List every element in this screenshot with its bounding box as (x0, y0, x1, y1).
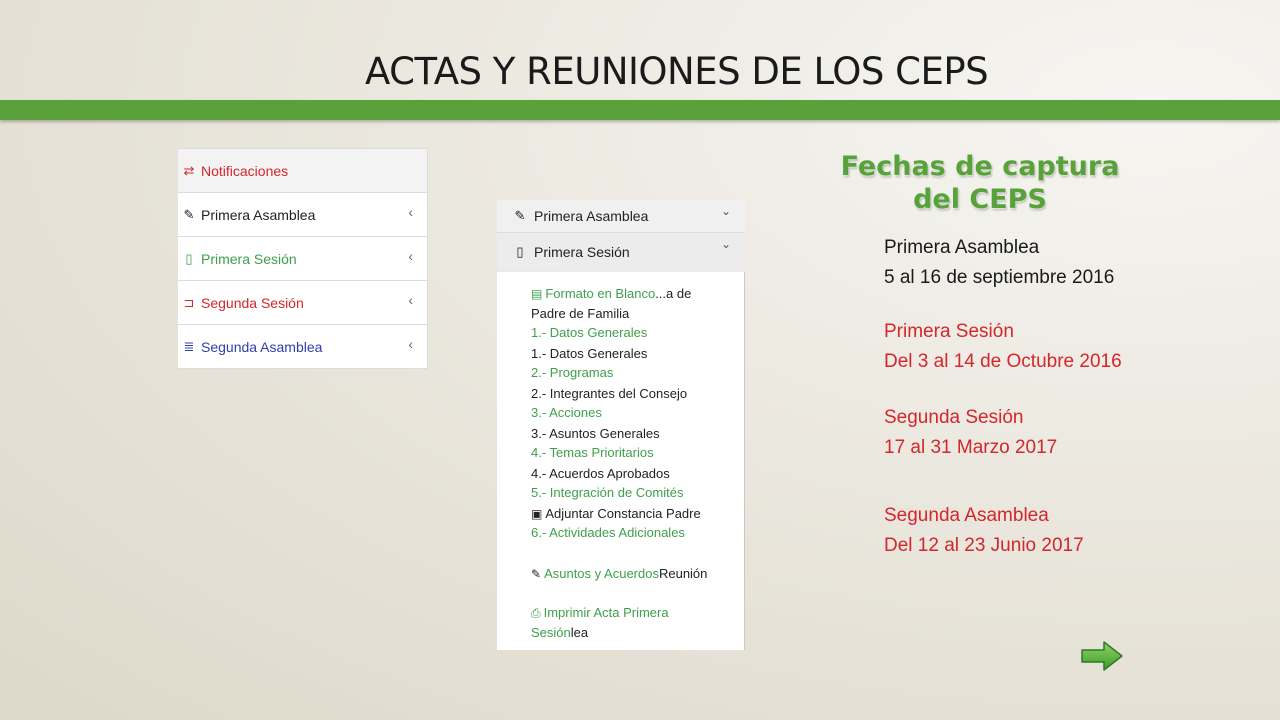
date-block-range: Del 12 al 23 Junio 2017 (884, 535, 1084, 556)
exchange-arrows-icon: ⇄ (183, 162, 195, 178)
submenu-item[interactable]: 1.- Datos Generales (531, 346, 648, 361)
folder-open-icon: ⊐ (183, 294, 195, 310)
chevron-down-icon: ⌄ (720, 204, 731, 218)
menu-item-label: Notificaciones (201, 162, 289, 179)
edit-icon: ✎ (183, 206, 195, 222)
menu-item-segunda-sesion[interactable] (178, 281, 428, 325)
date-block-range: 17 al 31 Marzo 2017 (884, 437, 1058, 458)
pencil-square-icon: ✎ (531, 567, 542, 581)
sidebar-menu (178, 148, 428, 369)
submenu-item[interactable]: 6.- Actividades Adicionales (531, 525, 685, 540)
edit-icon: ✎ (514, 208, 526, 223)
date-block-primera-sesion (884, 317, 1122, 377)
date-block-primera-asamblea (884, 233, 1114, 293)
submenu-item[interactable]: 1.- Datos Generales (531, 325, 648, 340)
submenu-item[interactable]: 4.- Acuerdos Aprobados (531, 466, 670, 481)
date-block-segunda-sesion (884, 403, 1057, 463)
submenu-item-adjuntar[interactable]: ▣ Adjuntar Constancia Padre (531, 506, 701, 521)
menu-item-label: Primera Sesión (201, 250, 297, 267)
document-icon: ▯ (516, 244, 524, 259)
chevron-left-icon: ‹ (408, 248, 413, 264)
pdf-icon: ▤ (531, 287, 543, 301)
submenu-item[interactable]: 3.- Acciones (531, 405, 602, 420)
submenu-item[interactable]: 2.- Programas (531, 365, 614, 380)
fechas-heading-line1: Fechas de captura (840, 151, 1120, 182)
date-block-name: Primera Sesión (884, 321, 1014, 342)
menu-item-notificaciones[interactable] (178, 148, 428, 193)
submenu-item[interactable]: 5.- Integración de Comités (531, 485, 684, 500)
date-block-name: Segunda Asamblea (884, 505, 1049, 526)
menu-item-label: Segunda Asamblea (201, 338, 323, 355)
submenu-item-imprimir[interactable]: ⎙ Imprimir Acta Primera (531, 605, 669, 620)
print-icon: ⎙ (531, 606, 541, 620)
title-divider-bar (0, 100, 1280, 120)
menu-item-segunda-asamblea[interactable] (178, 325, 428, 369)
menu-item-primera-sesion[interactable] (178, 237, 428, 281)
fechas-heading-line2: del CEPS (913, 184, 1047, 215)
menu-item-label: Primera Asamblea (201, 206, 316, 223)
menu-item-primera-asamblea[interactable] (497, 200, 745, 233)
document-text-icon: ≣ (183, 338, 195, 354)
submenu-item[interactable]: 3.- Asuntos Generales (531, 426, 660, 441)
menu-item-primera-asamblea[interactable] (178, 193, 428, 237)
next-arrow-icon[interactable] (1080, 640, 1124, 672)
expanded-menu (497, 200, 745, 271)
submenu-item-asuntos[interactable]: ✎ Asuntos y AcuerdosReunión (531, 566, 708, 581)
menu-item-primera-sesion[interactable] (497, 233, 745, 271)
submenu-panel (497, 272, 745, 650)
image-icon: ▣ (531, 507, 543, 521)
submenu-item[interactable]: 2.- Integrantes del Consejo (531, 386, 688, 401)
menu-item-label: Segunda Sesión (201, 294, 304, 311)
date-block-range: Del 3 al 14 de Octubre 2016 (884, 351, 1122, 372)
chevron-left-icon: ‹ (408, 336, 413, 352)
date-block-name: Primera Asamblea (884, 237, 1040, 258)
chevron-down-icon: ⌄ (720, 237, 731, 251)
document-icon: ▯ (185, 250, 193, 266)
page-title: ACTAS Y REUNIONES DE LOS CEPS (365, 50, 989, 93)
submenu-item[interactable]: Padre de Familia (531, 306, 630, 321)
date-block-range: 5 al 16 de septiembre 2016 (884, 267, 1115, 288)
fechas-heading (840, 150, 1120, 216)
chevron-left-icon: ‹ (408, 204, 413, 220)
menu-item-label: Primera Asamblea (534, 208, 649, 224)
submenu-item[interactable]: Sesiónlea (531, 625, 589, 640)
date-block-segunda-asamblea (884, 501, 1084, 561)
date-block-name: Segunda Sesión (884, 407, 1024, 428)
submenu-item[interactable]: 4.- Temas Prioritarios (531, 445, 654, 460)
submenu-item-formato[interactable]: ▤ Formato en Blanco...a de (531, 286, 692, 301)
menu-item-label: Primera Sesión (534, 244, 630, 260)
chevron-left-icon: ‹ (408, 292, 413, 308)
